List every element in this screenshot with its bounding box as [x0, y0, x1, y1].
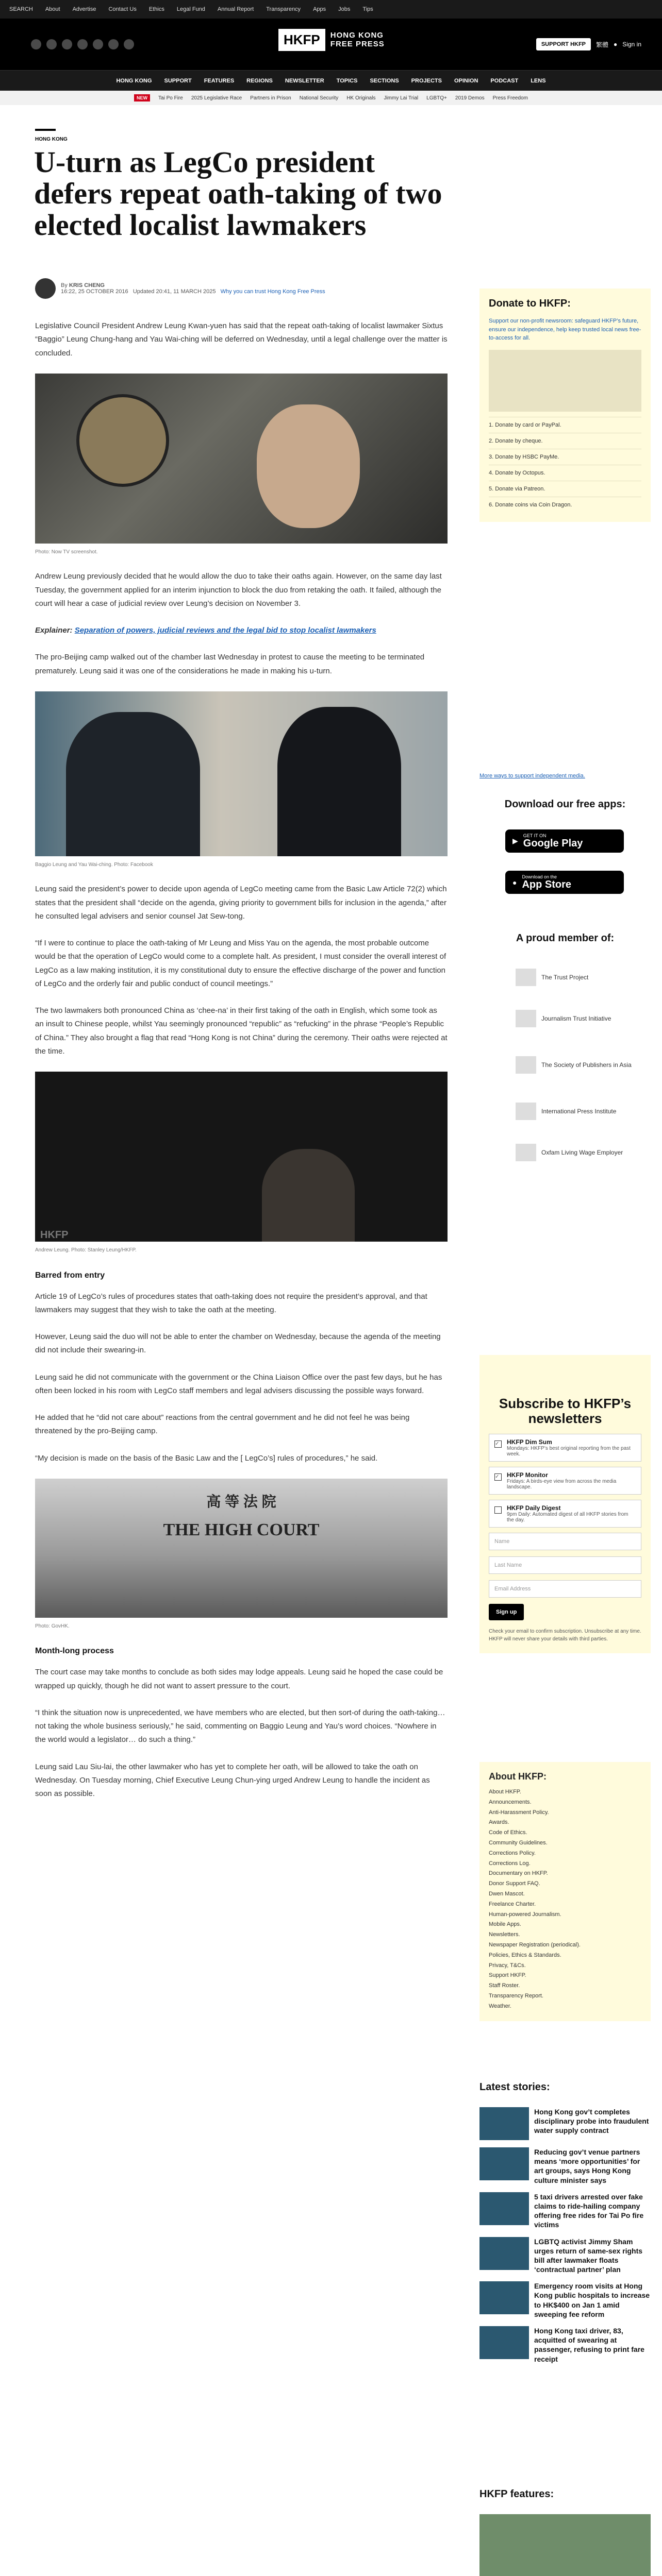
user-icon[interactable]: ●: [614, 41, 618, 48]
about-link[interactable]: Anti-Harassment Policy.: [489, 1809, 549, 1816]
paragraph: The pro-Beijing camp walked out of the chamber last Wednesday in protest to cause the meeting to be terminated prematurely. Leung said it was one of the considerations he made in making his u-turn.: [35, 653, 425, 675]
email-field[interactable]: Email Address: [489, 1580, 641, 1598]
photo-caption: Photo: Now TV screenshot.: [35, 549, 98, 555]
about-link[interactable]: Corrections Policy.: [489, 1850, 536, 1856]
court-sign-chinese: 高 等 法 院: [206, 1493, 276, 1510]
section-label[interactable]: HONG KONG: [35, 137, 68, 142]
nav-opinion[interactable]: OPINION: [454, 77, 478, 84]
member-item[interactable]: Journalism Trust Initiative: [516, 1010, 611, 1027]
search-link[interactable]: SEARCH: [9, 6, 33, 12]
paragraph: “My decision is made on the basis of the Basic Law and the [ LegCo’s] rules of procedures,” he said.: [35, 1453, 378, 1463]
feature-story[interactable]: [479, 2514, 651, 2576]
about-link[interactable]: Newspaper Registration (periodical).: [489, 1941, 581, 1948]
about-link[interactable]: Transparency Report.: [489, 1992, 543, 1999]
paragraph: He added that he “did not care about” reactions from the central government and he did not feel he was being threatened by the pro-Beijing camp.: [35, 1413, 410, 1436]
paragraph: Legislative Council President Andrew Leung Kwan-yuen has said that the repeat oath-taking of localist lawmaker Sixtus “Baggio” Leung Chung-hang and Yau Wai-ching will be deferred on Wednesday, until a legal challenge over the matter is concluded.: [35, 321, 448, 358]
latest-story[interactable]: Emergency room visits at Hong Kong public hospitals to increase to HK$400 on Jan 1 amid sweeping fee reform: [479, 2281, 651, 2319]
nav-support[interactable]: SUPPORT: [164, 77, 192, 84]
about-link[interactable]: Newsletters.: [489, 1931, 520, 1938]
social-icons: [31, 39, 186, 49]
about-link[interactable]: Donor Support FAQ.: [489, 1880, 540, 1887]
member-title: A proud member of:: [516, 933, 615, 944]
top-link-apps[interactable]: Apps: [313, 6, 326, 12]
logo-line-1: HONG KONG: [330, 31, 384, 40]
about-link[interactable]: Corrections Log.: [489, 1860, 531, 1867]
more-ways-link[interactable]: More ways to support independent media.: [479, 773, 585, 779]
article-body: [35, 319, 448, 1814]
article-photo[interactable]: [35, 1479, 448, 1618]
app-store-button[interactable]: ● Download on the App Store: [505, 871, 624, 894]
paragraph: Leung said the president’s power to decide upon agenda of LegCo meeting came from the Basic Law Article 72(2) which states that the president shall “decide on the agenda, giving priority to government bills for inclusion in the agenda,” after he consulted legal advisers and senior counsel Jat Sew-tong.: [35, 885, 447, 921]
play-icon: ▶: [512, 837, 518, 845]
member-item[interactable]: The Trust Project: [516, 969, 588, 986]
trending-item[interactable]: Partners in Prison: [250, 95, 291, 101]
newsletter-title: Subscribe to HKFP’s newsletters: [499, 1396, 632, 1426]
language-link[interactable]: 繁體: [596, 41, 609, 48]
about-title: About HKFP:: [489, 1771, 547, 1782]
paragraph: “I think the situation now is unprecedented, we have members who are elected, but then sort-of during the oath-taking… not taking the whole business seriously,” he said, commenting on Baggio Leung and Yau’s word choices. “Nowhere in the world would a legislator… do such a thing.”: [35, 1708, 445, 1744]
subheading: Month-long process: [35, 1647, 114, 1656]
latest-title: Latest stories:: [479, 2081, 550, 2093]
updated-date: Updated 20:41, 11 MARCH 2025: [133, 289, 216, 295]
donate-title: Donate to HKFP:: [489, 298, 571, 309]
support-button[interactable]: SUPPORT HKFP: [536, 38, 591, 50]
trending-item[interactable]: 2019 Demos: [455, 95, 485, 101]
main-nav: [0, 70, 662, 91]
about-link[interactable]: Dwen Mascot.: [489, 1890, 525, 1897]
latest-story[interactable]: Hong Kong gov’t completes disciplinary probe into fraudulent water supply contract: [479, 2107, 651, 2140]
about-link[interactable]: Weather.: [489, 2003, 511, 2009]
byline: By KRIS CHENG 16:22, 25 OCTOBER 2016 Updated 20:41, 11 MARCH 2025 Why you can trust Hong Kong Free Press: [35, 278, 325, 299]
photo-watermark-logo: HKFP: [40, 1229, 69, 1241]
name-field[interactable]: Name: [489, 1533, 641, 1550]
newsletter-note: Check your email to confirm subscription. Unsubscribe at any time. HKFP will never share your details with third parties.: [489, 1629, 641, 1642]
top-link-legal-fund[interactable]: Legal Fund: [176, 6, 205, 12]
paragraph: The court case may take months to conclude as both sides may lodge appeals. Leung said he hoped the case could be wrapped up quickly, though he did not want to assert pressure to the court.: [35, 1668, 443, 1690]
trending-item[interactable]: Tai Po Fire: [158, 95, 183, 101]
about-link[interactable]: Freelance Charter.: [489, 1901, 536, 1907]
youtube-icon[interactable]: [77, 39, 88, 49]
paragraph: However, Leung said the duo will not be able to enter the chamber on Wednesday, because the agenda of the meeting did not include their swearing-in.: [35, 1332, 441, 1355]
donate-option[interactable]: 4. Donate by Octopus.: [489, 465, 641, 481]
top-link-jobs[interactable]: Jobs: [338, 6, 351, 12]
trending-bar: [0, 91, 662, 105]
trending-item[interactable]: National Security: [299, 95, 339, 101]
donate-option[interactable]: 5. Donate via Patreon.: [489, 481, 641, 497]
checkbox[interactable]: ✓: [494, 1473, 502, 1481]
mail-icon[interactable]: [124, 39, 134, 49]
donate-option[interactable]: 3. Donate by HSBC PayMe.: [489, 449, 641, 465]
trust-link[interactable]: Why you can trust Hong Kong Free Press: [220, 289, 325, 295]
latest-story[interactable]: Reducing gov’t venue partners means ‘more opportunities’ for art groups, says Hong Kong culture minister says: [479, 2147, 651, 2185]
explainer-label: Explainer:: [35, 626, 73, 635]
latest-story[interactable]: 5 taxi drivers arrested over fake claims to ride-hailing company offering free rides for Tai Po fire victims: [479, 2192, 651, 2230]
subheading: Barred from entry: [35, 1270, 105, 1280]
trending-item[interactable]: Press Freedom: [492, 95, 528, 101]
last-name-field[interactable]: Last Name: [489, 1556, 641, 1574]
checkbox[interactable]: ✓: [494, 1440, 502, 1448]
latest-list: [479, 2107, 651, 2371]
paragraph: Andrew Leung previously decided that he would allow the duo to take their oaths again. However, on the same day last Tuesday, the government applied for an interim injunction to block the duo from retaking the oath. It failed, although the court will hear a case of judicial review over Leung’s decision on November 3.: [35, 572, 442, 608]
top-link-advertise[interactable]: Advertise: [72, 6, 96, 12]
donate-blurb[interactable]: Support our non-profit newsroom: safeguard HKFP’s future, ensure our independence, help keep trusted local news free-to-access for all.: [489, 318, 641, 341]
nav-projects[interactable]: PROJECTS: [411, 77, 442, 84]
donate-option[interactable]: 1. Donate by card or PayPal.: [489, 417, 641, 433]
about-link[interactable]: Support HKFP.: [489, 1972, 526, 1979]
article-photo[interactable]: [35, 1072, 448, 1242]
top-link-ethics[interactable]: Ethics: [148, 6, 164, 12]
about-link[interactable]: Community Guidelines.: [489, 1839, 548, 1846]
paragraph: Leung said he did not communicate with the government or the China Liaison Office over the past few days, but he has often been locked in his room with LegCo staff members and legal advisers discussing the possible ways forward.: [35, 1372, 442, 1395]
facebook-icon[interactable]: [31, 39, 41, 49]
photo-caption: Andrew Leung. Photo: Stanley Leung/HKFP.: [35, 1247, 137, 1253]
donate-image: [489, 350, 641, 412]
section-divider: [35, 129, 56, 131]
about-link[interactable]: Human-powered Journalism.: [489, 1911, 561, 1918]
newsletter-option[interactable]: ✓ HKFP Dim Sum Mondays: HKFP’s best original reporting from the past week.: [489, 1434, 641, 1462]
author-name[interactable]: KRIS CHENG: [69, 282, 105, 289]
nav-sections[interactable]: SECTIONS: [370, 77, 399, 84]
features-title: HKFP features:: [479, 2488, 554, 2500]
paragraph: Leung said Lau Siu-lai, the other lawmaker who has yet to complete her oath, will be allowed to take the oath on Wednesday. On Tuesday morning, Chief Executive Leung Chun-ying urged Andrew Leung to handle the incident as soon as possible.: [35, 1762, 430, 1798]
about-link[interactable]: Policies, Ethics & Standards.: [489, 1952, 561, 1958]
donate-option[interactable]: 2. Donate by cheque.: [489, 433, 641, 449]
trending-item[interactable]: HK Originals: [346, 95, 376, 101]
about-link[interactable]: About HKFP.: [489, 1789, 521, 1795]
trending-item[interactable]: Jimmy Lai Trial: [384, 95, 419, 101]
sign-in-link[interactable]: Sign in: [622, 41, 641, 48]
newsletter-option[interactable]: HKFP Daily Digest 9pm Daily: Automated digest of all HKFP stories from the day.: [489, 1500, 641, 1528]
article-title: U-turn as LegCo president defers repeat oath-taking of two elected localist lawmakers: [34, 145, 442, 242]
nav-newsletter[interactable]: NEWSLETTER: [285, 77, 324, 84]
about-link[interactable]: Awards.: [489, 1819, 509, 1826]
photo-caption: Baggio Leung and Yau Wai-ching. Photo: Facebook: [35, 861, 153, 868]
logo-mark: HKFP: [278, 29, 325, 51]
paragraph: The two lawmakers both pronounced China as ‘chee-na’ in their first taking of the oath in English, which some took as an insult to Chinese people, whilst Yau seemingly pronounced “republic” as “refucking” in the phrase “People’s Republic of China.” They also brought a flag that read “Hong Kong is not China” during the ceremony. Their oaths were rejected at the time.: [35, 1006, 448, 1056]
nav-podcast[interactable]: PODCAST: [490, 77, 519, 84]
court-sign-english: THE HIGH COURT: [163, 1520, 320, 1539]
latest-story[interactable]: LGBTQ activist Jimmy Sham urges return of same-sex rights bill after lawmaker floats ‘contractual partner’ plan: [479, 2237, 651, 2275]
explainer-link[interactable]: Separation of powers, judicial reviews and the legal bid to stop localist lawmakers: [74, 626, 376, 635]
apps-title: Download our free apps:: [504, 799, 626, 810]
trending-item[interactable]: LGBTQ+: [426, 95, 447, 101]
newsletter-option[interactable]: ✓ HKFP Monitor Fridays: A birds-eye view from across the media landscape.: [489, 1467, 641, 1495]
new-badge: NEW: [134, 94, 150, 101]
about-link[interactable]: Announcements.: [489, 1799, 532, 1805]
donate-card: [479, 289, 651, 522]
site-logo[interactable]: [278, 29, 385, 51]
top-link-transparency[interactable]: Transparency: [266, 6, 301, 12]
member-item[interactable]: International Press Institute: [516, 1103, 616, 1120]
apple-icon: ●: [512, 878, 517, 887]
instagram-icon[interactable]: [62, 39, 72, 49]
top-link-contact[interactable]: Contact Us: [108, 6, 137, 12]
nav-regions[interactable]: REGIONS: [246, 77, 273, 84]
member-item[interactable]: The Society of Publishers in Asia: [516, 1056, 632, 1074]
publish-date: 16:22, 25 OCTOBER 2016: [61, 289, 128, 295]
about-link[interactable]: Documentary on HKFP.: [489, 1870, 548, 1877]
paragraph: “If I were to continue to place the oath-taking of Mr Leung and Miss Yau on the agenda, the most probable outcome would be that the operation of LegCo would come to a complete halt. As president, I must consider the overall interest of LegCo as a law making institution, it is my constitutional duty to ensure the effective discharge of the power and function of LegCo and the orderly fair and public conduct of council meetings.”: [35, 939, 446, 988]
about-link[interactable]: Privacy, T&Cs.: [489, 1962, 526, 1969]
trending-item[interactable]: 2025 Legislative Race: [191, 95, 242, 101]
nav-lens[interactable]: LENS: [531, 77, 546, 84]
checkbox[interactable]: [494, 1506, 502, 1514]
top-utility-bar: [0, 0, 662, 19]
top-link-annual-report[interactable]: Annual Report: [217, 6, 254, 12]
nav-features[interactable]: FEATURES: [204, 77, 235, 84]
about-link[interactable]: Staff Roster.: [489, 1982, 520, 1989]
signup-button[interactable]: Sign up: [489, 1604, 524, 1620]
member-item[interactable]: Oxfam Living Wage Employer: [516, 1144, 623, 1161]
about-link[interactable]: Code of Ethics.: [489, 1829, 527, 1836]
article-photo[interactable]: [35, 691, 448, 856]
nav-topics[interactable]: TOPICS: [336, 77, 358, 84]
latest-story[interactable]: Hong Kong taxi driver, 83, acquitted of swearing at passenger, refusing to print fare receipt: [479, 2326, 651, 2364]
google-play-button[interactable]: ▶ GET IT ON Google Play: [505, 829, 624, 853]
logo-line-2: FREE PRESS: [330, 39, 385, 48]
donate-option[interactable]: 6. Donate coins via Coin Dragon.: [489, 497, 641, 513]
author-avatar: [35, 278, 56, 299]
nav-hong-kong[interactable]: HONG KONG: [116, 77, 152, 84]
top-link-about[interactable]: About: [45, 6, 60, 12]
threads-icon[interactable]: [108, 39, 119, 49]
x-icon[interactable]: [46, 39, 57, 49]
site-header: [0, 19, 662, 70]
newsletter-card: [479, 1355, 651, 1653]
photo-caption: Photo: GovHK.: [35, 1623, 70, 1629]
about-link[interactable]: Mobile Apps.: [489, 1921, 521, 1928]
about-card: [479, 1762, 651, 2021]
top-link-tips[interactable]: Tips: [362, 6, 373, 12]
linkedin-icon[interactable]: [93, 39, 103, 49]
article-photo[interactable]: [35, 374, 448, 544]
paragraph: Article 19 of LegCo’s rules of procedures states that oath-taking does not require the president’s approval, and that lawmakers may suggest that they wish to take the oath at the meeting.: [35, 1292, 427, 1314]
